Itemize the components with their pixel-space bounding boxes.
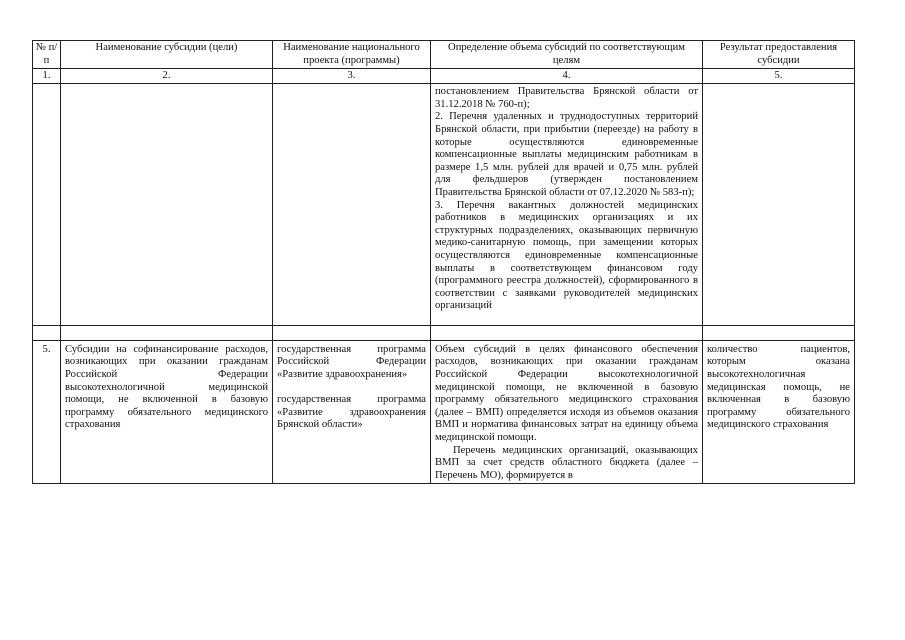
paragraph: государственная программа «Развитие здравоохранения Брянской области» [277, 394, 426, 431]
column-number-4: 4. [431, 69, 703, 84]
cell-row-number: 5. [33, 340, 61, 484]
paragraph: государственная программа Российской Федерации «Развитие здравоохранения» [277, 343, 426, 381]
paragraph: 3. Перечня вакантных должностей медицинских работников в медицинских организациях и их структурных подразделениях, оказывающих первичную медико-санитарную помощь, при замещении которых осуществляются единовременные компенсационные выплаты в соответствующем финансовом году (программного реестра должностей), сформированного в соответствии с заявками руководителей медицинских организаций [435, 199, 698, 312]
column-number-5: 5. [703, 69, 855, 84]
paragraph: Перечень медицинских организаций, оказывающих ВМП за счет средств областного бюджета (далее – Перечень МО), формируется в [435, 444, 698, 481]
header-row [33, 41, 855, 69]
header-national-project: Наименование национального проекта (программы) [273, 41, 431, 69]
cell-volume-definition [431, 84, 703, 326]
table-row-5 [33, 340, 855, 484]
paragraph: Объем субсидий в целях финансового обеспечения расходов, возникающих при оказании гражданам Российской Федерации высокотехнологичной медицинской помощи, не включенной в базовую программу обязательного медицинского страхования (далее – ВМП) определяется исходя из объемов оказания ВМП и норматива финансовых затрат на единицу объема медицинской помощи. [435, 343, 698, 444]
subsidy-table [32, 40, 855, 484]
header-volume-definition: Определение объема субсидий по соответствующим целям [431, 41, 703, 69]
column-number-2: 2. [61, 69, 273, 84]
table-row-spacer [33, 325, 855, 340]
cell-empty [61, 84, 273, 326]
header-result: Результат предоставления субсидии [703, 41, 855, 69]
column-number-3: 3. [273, 69, 431, 84]
table-row-continuation [33, 84, 855, 326]
header-subsidy-name: Наименование субсидии (цели) [61, 41, 273, 69]
cell-empty [703, 84, 855, 326]
header-number: № п/п [33, 41, 61, 69]
cell-empty [273, 84, 431, 326]
cell-volume-definition [431, 340, 703, 484]
cell-result: количество пациентов, которым оказана высокотехнологичная медицинская помощь, не включенная в базовую программу обязательного медицинского страхования [703, 340, 855, 484]
cell-national-project [273, 340, 431, 484]
paragraph: 2. Перечня удаленных и труднодоступных территорий Брянской области, при прибытии (переезде) на работу в которые осуществляются единовременные компенсационные выплаты медицинским работникам в размере 1,5 млн. рублей для врачей и 0,75 млн. рублей для фельдшеров (утвержден постановлением Правительства Брянской области от 07.12.2020 № 583-п); [435, 111, 698, 198]
column-number-row [33, 69, 855, 84]
cell-empty [33, 84, 61, 326]
cell-subsidy-name: Субсидии на софинансирование расходов, возникающих при оказании гражданам Российской Федерации высокотехнологичной медицинской помощи, не включенной в базовую программу обязательного медицинского страхования [61, 340, 273, 484]
column-number-1: 1. [33, 69, 61, 84]
paragraph: постановлением Правительства Брянской области от 31.12.2018 № 760-п); [435, 86, 698, 110]
